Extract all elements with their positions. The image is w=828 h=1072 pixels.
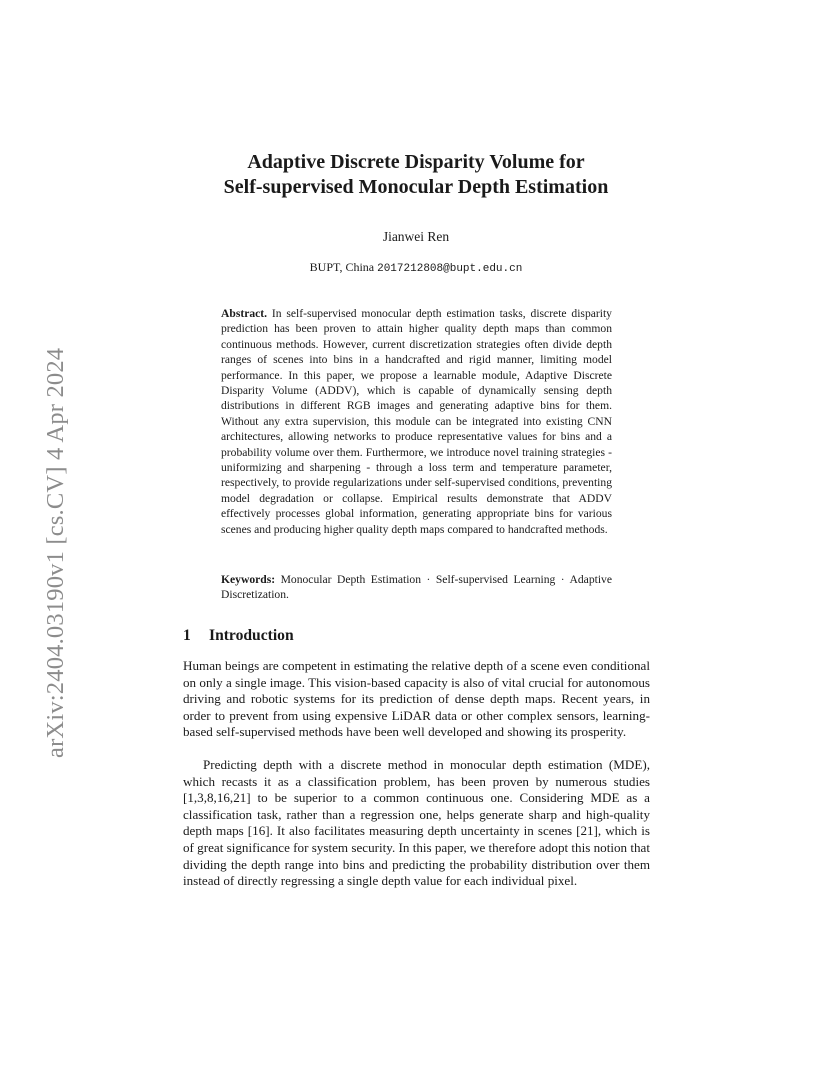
paper-title	[140, 150, 692, 200]
keywords	[221, 572, 612, 603]
abstract-label: Abstract.	[221, 307, 268, 320]
keywords-text: Monocular Depth Estimation · Self-supervised Learning · Adaptive Discretization.	[221, 573, 612, 602]
section-heading-introduction	[183, 626, 294, 646]
paper-title-line-1: Adaptive Discrete Disparity Volume for	[247, 151, 585, 173]
body-paragraph-1: Human beings are competent in estimating the relative depth of a scene even conditional on only a single image. This vision-based capacity is also of vital crucial for autonomous driving and robotic systems for its prediction of dense depth maps. Recent years, in order to prevent from using expensive LiDAR data or other complex sensors, learning-based self-supervised methods have been well developed and showing its prosperity.	[183, 658, 650, 740]
arxiv-identifier-text: arXiv:2404.03190v1 [cs.CV] 4 Apr 2024	[42, 347, 69, 758]
affiliation-text: BUPT, China	[309, 260, 375, 274]
paper-title-line-2: Self-supervised Monocular Depth Estimation	[223, 176, 609, 198]
abstract-text: In self-supervised monocular depth estimation tasks, discrete disparity prediction has been proven to attain higher quality depth maps than common continuous methods. However, current discretization strategies often divide depth ranges of scenes into bins in a handcrafted and rigid manner, limiting model performance. In this paper, we propose a learnable module, Adaptive Discrete Disparity Volume (ADDV), which is capable of dynamically sensing depth distributions in different RGB images and generating adaptive bins for them. Without any extra supervision, this module can be integrated into existing CNN architectures, allowing networks to produce representative values for bins and a probability volume over them. Furthermore, we introduce novel training strategies - uniformizing and sharpening - through a loss term and temperature parameter, respectively, to provide regularizations under self-supervised conditions, preventing model degradation or collapse. Empirical results demonstrate that ADDV effectively processes global information, generating appropriate bins for various scenes and producing higher quality depth maps compared to handcrafted methods.	[221, 307, 612, 536]
body-paragraph-2: Predicting depth with a discrete method in monocular depth estimation (MDE), which recasts it as a classification problem, has been proven by numerous studies [1,3,8,16,21] to be superior to a common continuous one. Considering MDE as a classification task, rather than a regression one, helps generate sharp and high-quality depth maps [16]. It also facilitates measuring depth uncertainty in scenes [21], which is of great significance for system security. In this paper, we therefore adopt this notion that dividing the depth range into bins and predicting the probability distribution over them instead of directly regressing a single depth value for each individual pixel.	[183, 757, 650, 889]
section-title-text: Introduction	[209, 627, 294, 644]
abstract	[221, 306, 612, 537]
keywords-label: Keywords:	[221, 573, 276, 586]
author-name: Jianwei Ren	[382, 229, 450, 244]
author-affiliation	[140, 259, 692, 277]
section-number: 1	[183, 627, 191, 644]
author-email: 2017212808@bupt.edu.cn	[377, 263, 523, 275]
arxiv-identifier-stamp	[26, 292, 86, 758]
